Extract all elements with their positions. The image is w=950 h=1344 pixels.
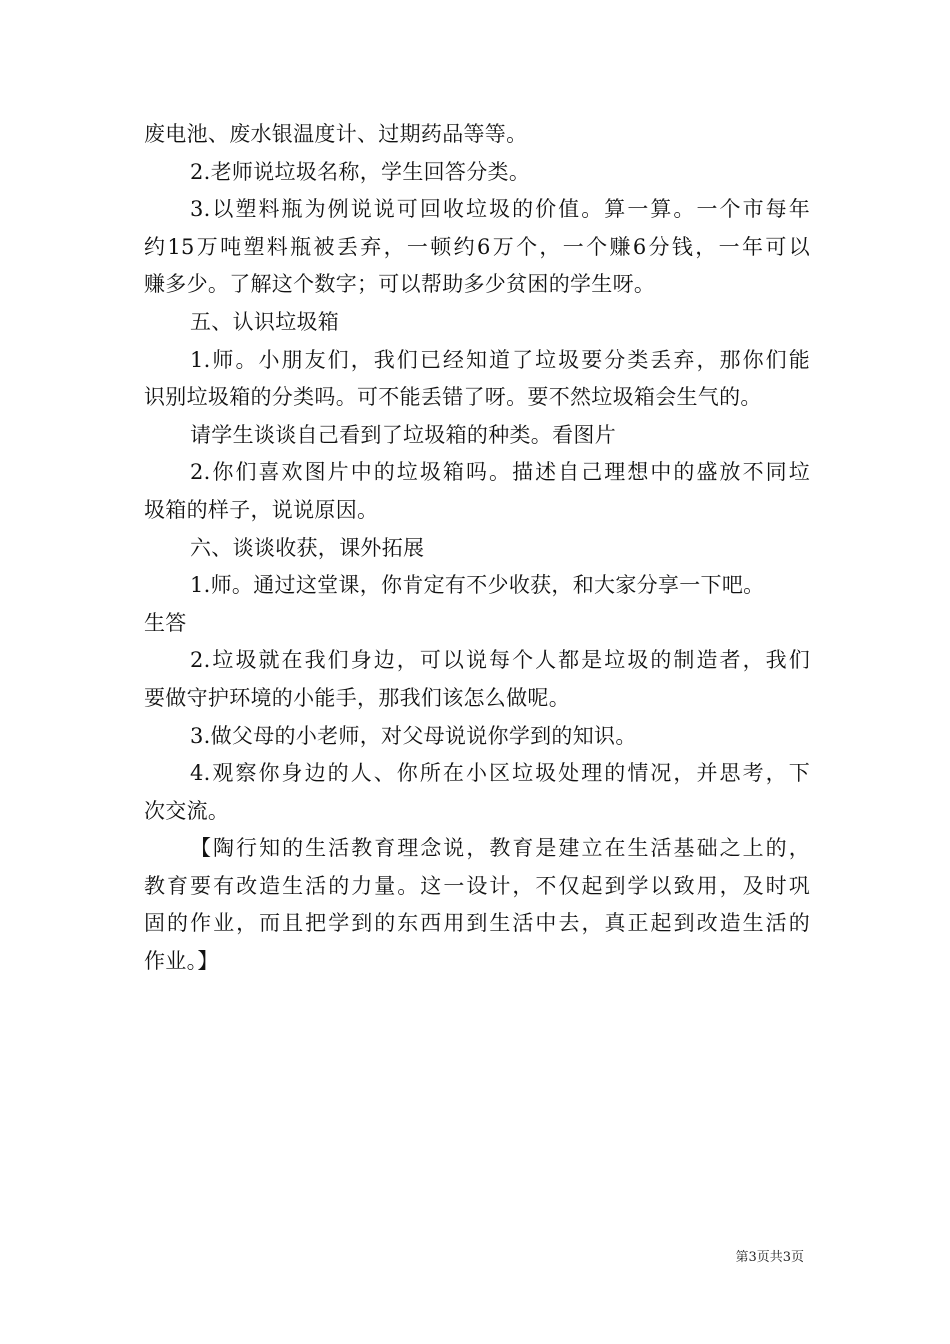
text-line: 2.老师说垃圾名称，学生回答分类。: [190, 159, 531, 184]
text-line: 圾箱的样子，说说原因。: [144, 497, 379, 522]
section-heading: 六、谈谈收获，课外拓展: [190, 535, 425, 560]
text-line: 2.垃圾就在我们身边，可以说每个人都是垃圾的制造者，我们: [190, 648, 810, 673]
text-line: 【陶行知的生活教育理念说，教育是建立在生活基础之上的，: [190, 836, 810, 861]
text-line: 次交流。: [144, 798, 230, 823]
text-line: 固的作业，而且把学到的东西用到生活中去，真正起到改造生活的: [144, 911, 810, 936]
text-line: 2.你们喜欢图片中的垃圾箱吗。描述自己理想中的盛放不同垃: [190, 460, 810, 485]
page-number-footer: 第3页共3页: [735, 1250, 804, 1265]
section-heading: 五、认识垃圾箱: [190, 309, 340, 334]
text-line: 作业。】: [144, 949, 219, 974]
text-line: 1.师。通过这堂课，你肯定有不少收获，和大家分享一下吧。: [190, 573, 765, 598]
body-text: [144, 116, 810, 981]
text-line: 请学生谈谈自己看到了垃圾箱的种类。看图片: [190, 422, 616, 447]
text-line: 识别垃圾箱的分类吗。可不能丢错了呀。要不然垃圾箱会生气的。: [144, 385, 762, 410]
text-line: 生答: [144, 610, 187, 635]
text-line: 3.以塑料瓶为例说说可回收垃圾的价值。算一算。一个市每年: [190, 197, 810, 222]
text-line: 废电池、废水银温度计、过期药品等等。: [144, 122, 528, 146]
text-line: 赚多少。了解这个数字；可以帮助多少贫困的学生呀。: [144, 272, 656, 297]
text-line: 1.师。小朋友们，我们已经知道了垃圾要分类丢弃，那你们能: [190, 347, 810, 372]
text-line: 4.观察你身边的人、你所在小区垃圾处理的情况，并思考，下: [190, 761, 810, 786]
text-line: 教育要有改造生活的力量。这一设计，不仅起到学以致用，及时巩: [144, 873, 810, 898]
text-line: 3.做父母的小老师，对父母说说你学到的知识。: [190, 723, 637, 748]
text-line: 要做守护环境的小能手，那我们该怎么做呢。: [144, 685, 570, 710]
text-line: 约15万吨塑料瓶被丢弃，一顿约6万个，一个赚6分钱，一年可以: [144, 234, 810, 259]
